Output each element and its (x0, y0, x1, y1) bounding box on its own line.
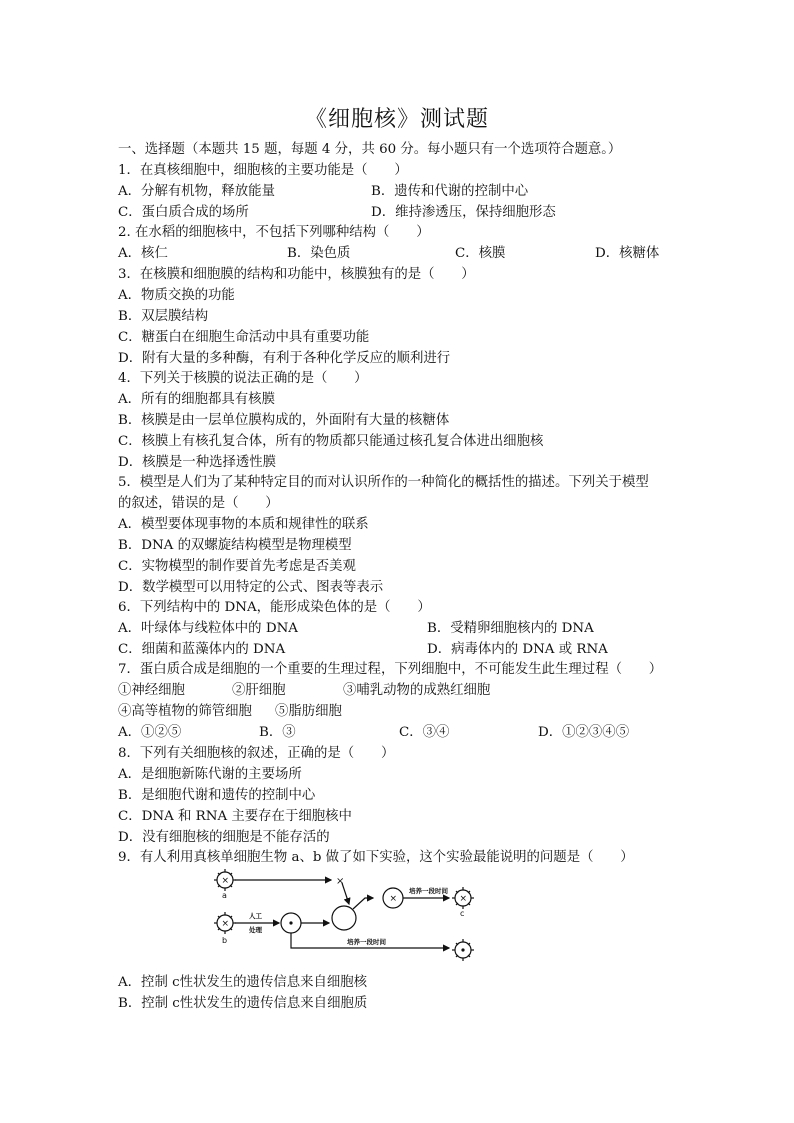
q9-stem: 9．有人利用真核单细胞生物 a、b 做了如下实验，这个实验最能说明的问题是（ ） (118, 850, 634, 865)
q4-stem: 4．下列关于核膜的说法正确的是（ ） (118, 371, 368, 386)
q2-option-a: A．核仁 (118, 246, 168, 261)
page-title: 《细胞核》测试题 (304, 107, 489, 132)
arrow-to-hybrid (353, 898, 373, 909)
q3-stem: 3．在核膜和细胞膜的结构和功能中，核膜独有的是（ ） (118, 267, 475, 282)
q3-option-a: A．物质交换的功能 (118, 288, 235, 303)
q1-option-a: A．分解有机物，释放能量 (118, 184, 275, 199)
hybrid-cell-mark: × (389, 894, 398, 904)
q3-option-d: D．附有大量的多种酶，有利于各种化学反应的顺利进行 (118, 351, 451, 366)
q5-stem-line1: 5．模型是人们为了某种特定目的而对认识所作的一种简化的概括性的描述。下列关于模型 (118, 475, 649, 490)
label-b: b (222, 936, 228, 945)
culture-label-top: 培养一段时间 (409, 887, 448, 895)
q8-option-d: D．没有细胞核的细胞是不能存活的 (118, 830, 330, 845)
q6-option-d: D．病毒体内的 DNA 或 RNA (427, 642, 608, 657)
q5-option-a: A．模型要体现事物的本质和规律性的联系 (118, 517, 369, 532)
q8-option-a: A．是细胞新陈代谢的主要场所 (118, 767, 302, 782)
q5-option-b: B．DNA 的双螺旋结构模型是物理模型 (118, 538, 352, 553)
q5-option-c: C．实物模型的制作要首先考虑是否美观 (118, 559, 356, 574)
q8-option-c: C．DNA 和 RNA 主要存在于细胞核中 (118, 809, 352, 824)
cell-c-mark: × (459, 894, 468, 904)
label-c: c (460, 909, 465, 918)
enucleated-cell-icon (332, 906, 356, 930)
q4-option-c: C．核膜上有核孔复合体，所有的物质都只能通过核孔复合体进出细胞核 (118, 434, 544, 449)
q4-option-a: A．所有的细胞都具有核膜 (118, 392, 275, 407)
cell-a-mark: × (221, 876, 230, 886)
q7-option-b: B．③ (259, 725, 296, 740)
q2-option-b: B．染色质 (287, 246, 351, 261)
q1-option-c: C．蛋白质合成的场所 (118, 205, 249, 220)
section-header: 一、选择题（本题共 15 题，每题 4 分，共 60 分。每小题只有一个选项符合题意。） (118, 142, 622, 157)
q6-stem: 6．下列结构中的 DNA，能形成染色体的是（ ） (118, 600, 431, 615)
q7-item-2: ②肝细胞 (232, 683, 286, 698)
culture-label-bottom: 培养一段时间 (347, 938, 386, 946)
q7-option-c: C．③④ (399, 725, 450, 740)
q9-option-a: A．控制 c性状发生的遗传信息来自细胞核 (118, 975, 368, 990)
q6-option-a: A．叶绿体与线粒体中的 DNA (118, 621, 298, 636)
q8-option-b: B．是细胞代谢和遗传的控制中心 (118, 788, 316, 803)
q1-option-b: B．遗传和代谢的控制中心 (371, 184, 529, 199)
q8-stem: 8．下列有关细胞核的叙述，正确的是（ ） (118, 746, 395, 761)
q7-option-a: A．①②⑤ (118, 725, 182, 740)
q9-option-b: B．控制 c性状发生的遗传信息来自细胞质 (118, 996, 368, 1011)
manual-label-1: 人工 (249, 912, 262, 920)
q6-option-c: C．细菌和蓝藻体内的 DNA (118, 642, 286, 657)
q4-option-b: B．核膜是由一层单位膜构成的，外面附有大量的核糖体 (118, 413, 450, 428)
q3-option-b: B．双层膜结构 (118, 309, 209, 324)
cell-b-mark: × (221, 919, 230, 929)
q7-item-3: ③哺乳动物的成熟红细胞 (343, 683, 491, 698)
q7-stem: 7．蛋白质合成是细胞的一个重要的生理过程，下列细胞中，不可能发生此生理过程（ ） (118, 662, 663, 677)
q2-option-d: D．核糖体 (595, 246, 660, 261)
q3-option-c: C．糖蛋白在细胞生命活动中具有重要功能 (118, 330, 370, 345)
q5-option-d: D．数学模型可以用特定的公式、图表等表示 (118, 580, 384, 595)
q5-stem-line2: 的叙述，错误的是（ ） (118, 496, 279, 511)
q2-stem: 2. 在水稻的细胞核中，不包括下列哪种结构（ ） (118, 225, 430, 240)
nucleus-mark: × (336, 876, 345, 887)
experiment-diagram (205, 868, 495, 970)
label-a: a (222, 891, 227, 900)
q7-item-1: ①神经细胞 (118, 683, 185, 698)
manual-label-2: 处理 (249, 926, 262, 934)
q7-option-d: D．①②③④⑤ (538, 725, 630, 740)
q4-option-d: D．核膜是一种选择透性膜 (118, 455, 277, 470)
q1-option-d: D．维持渗透压，保持细胞形态 (371, 205, 556, 220)
q6-option-b: B．受精卵细胞核内的 DNA (427, 621, 594, 636)
q7-item-4: ④高等植物的筛管细胞 (118, 704, 252, 719)
q2-option-c: C．核膜 (455, 246, 506, 261)
q1-stem: 1．在真核细胞中，细胞核的主要功能是（ ） (118, 163, 408, 178)
q7-item-5: ⑤脂肪细胞 (275, 704, 342, 719)
